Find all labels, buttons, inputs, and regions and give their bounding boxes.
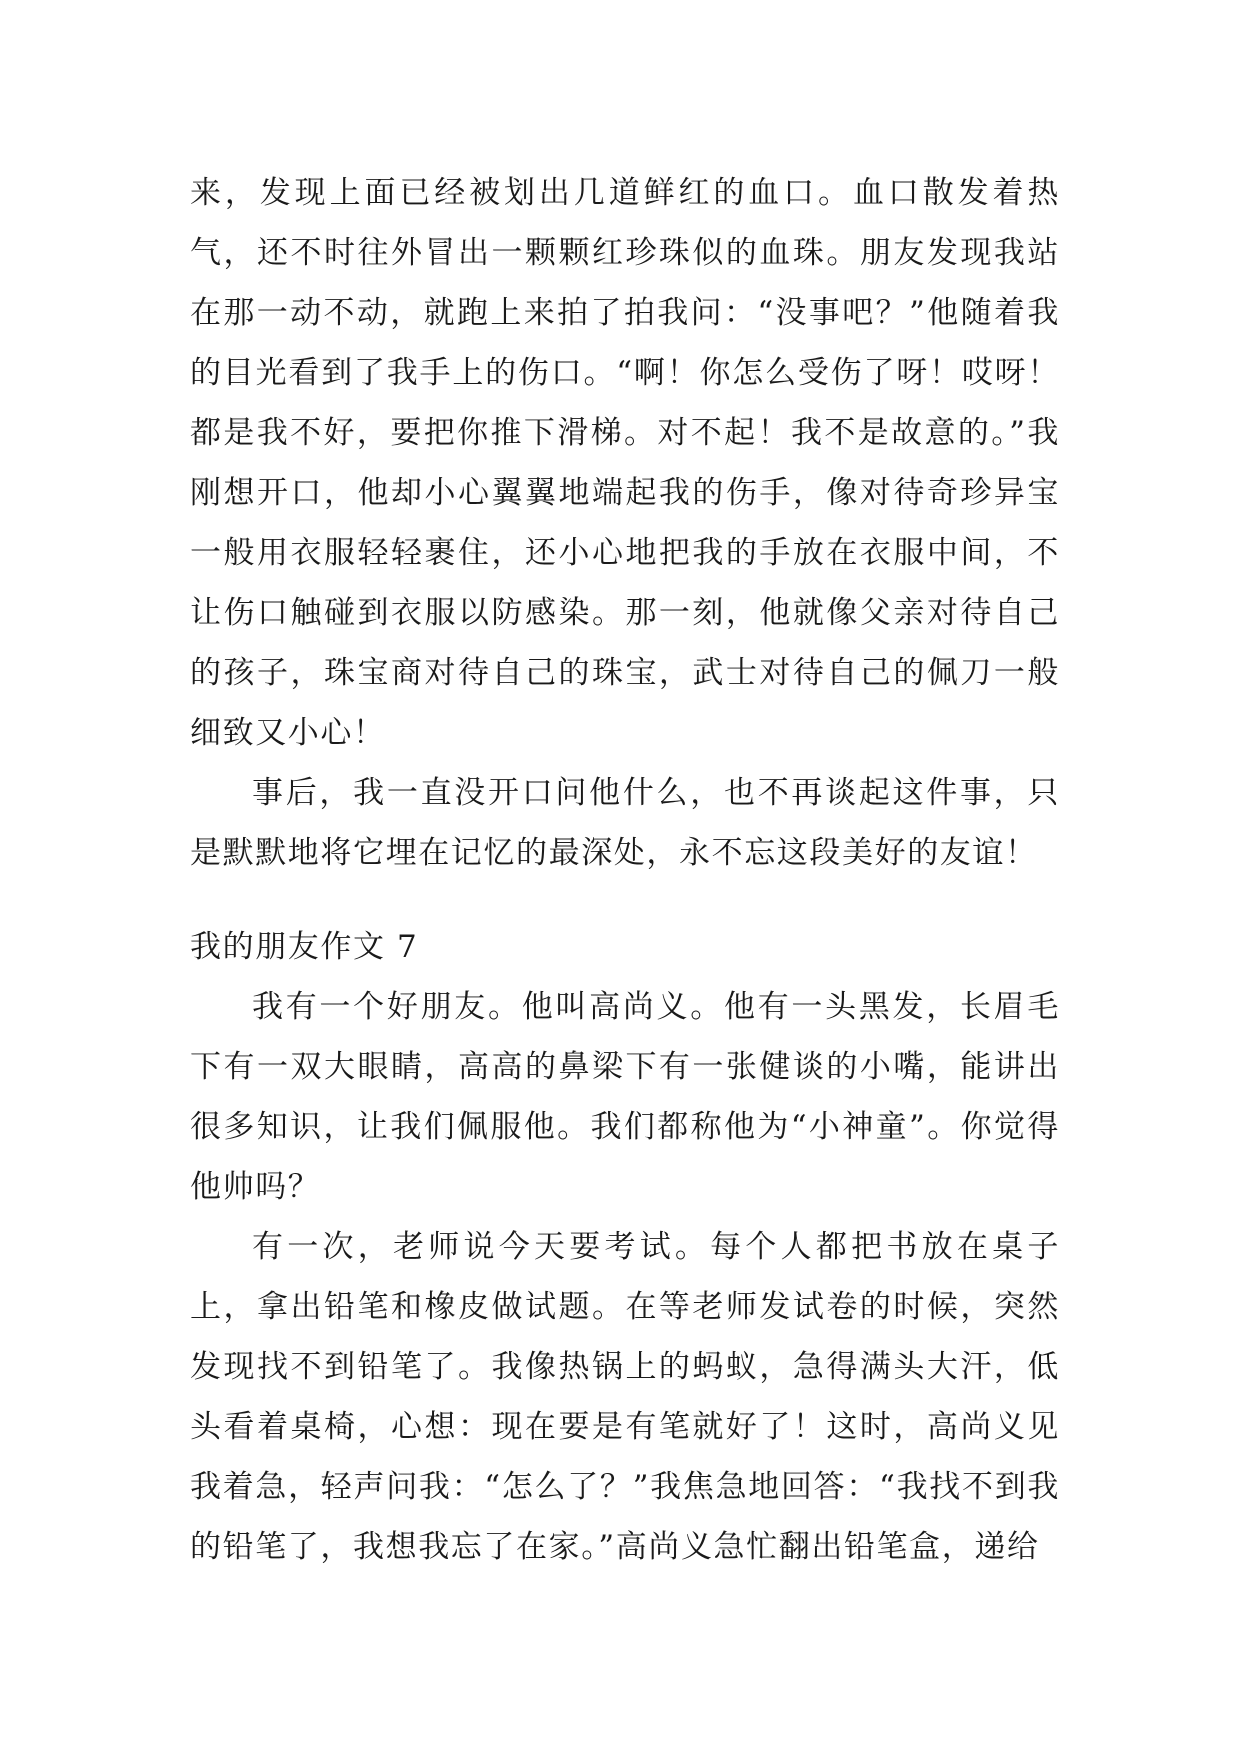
paragraph-afterward: 事后，我一直没开口问他什么，也不再谈起这件事，只是默默地将它埋在记忆的最深处，永不忘这段美好的友谊！ xyxy=(190,775,1060,871)
paragraph-exam-story: 有一次，老师说今天要考试。每个人都把书放在桌子上，拿出铅笔和橡皮做试题。在等老师发试卷的时候，突然发现找不到铅笔了。我像热锅上的蚂蚁，急得满头大汗，低头看着桌椅，心想：现在要是有笔就好了！这时，高尚义见我着急，轻声问我：“怎么了？”我焦急地回答：“我找不到我的铅笔了，我想我忘了在家。”高尚义急忙翻出铅笔盒，递给 xyxy=(190,1229,1060,1565)
essay-seven-body xyxy=(190,977,1060,1577)
essay-continuation xyxy=(190,163,1060,883)
essay-title: 我的朋友作文 7 xyxy=(190,929,419,965)
paragraph-injury-story: 来，发现上面已经被划出几道鲜红的血口。血口散发着热气，还不时往外冒出一颗颗红珍珠似的血珠。朋友发现我站在那一动不动，就跑上来拍了拍我问：“没事吧？”他随着我的目光看到了我手上的伤口。“啊！你怎么受伤了呀！哎呀！都是我不好，要把你推下滑梯。对不起！我不是故意的。”我刚想开口，他却小心翼翼地端起我的伤手，像对待奇珍异宝一般用衣服轻轻裹住，还小心地把我的手放在衣服中间，不让伤口触碰到衣服以防感染。那一刻，他就像父亲对待自己的孩子，珠宝商对待自己的珠宝，武士对待自己的佩刀一般细致又小心！ xyxy=(190,175,1060,751)
paragraph-friend-description: 我有一个好朋友。他叫高尚义。他有一头黑发，长眉毛下有一双大眼睛，高高的鼻梁下有一张健谈的小嘴，能讲出很多知识，让我们佩服他。我们都称他为“小神童”。你觉得他帅吗？ xyxy=(190,989,1060,1205)
